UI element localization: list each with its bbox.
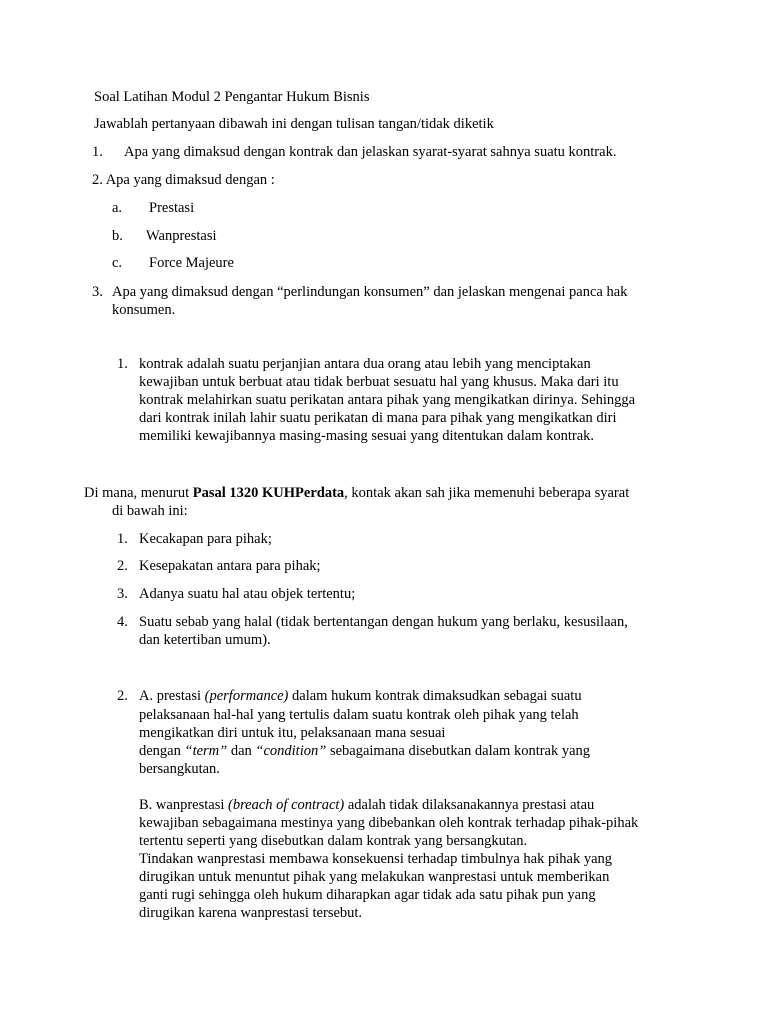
- answer-2b-post: adalah tidak dilaksanakannya prestasi atau: [344, 797, 595, 813]
- answer-2a-pre: A. prestasi: [139, 688, 205, 704]
- answer-1-line: kontrak adalah suatu perjanjian antara dua orang atau lebih yang menciptakan: [139, 356, 591, 372]
- answer-2a-line4-mid: dan: [227, 743, 256, 759]
- question-2-item-marker: a.: [112, 200, 123, 216]
- answer-2b-line: dirugikan karena wanprestasi tersebut.: [139, 905, 363, 921]
- question-1-number: 1.: [92, 144, 103, 160]
- answer-1-line: kewajiban untuk berbuat atau tidak berbuat sesuatu hal yang khusus. Maka dari itu: [139, 374, 619, 390]
- question-2-text: 2. Apa yang dimaksud dengan :: [92, 172, 275, 188]
- syarat-number: 2.: [117, 558, 128, 574]
- answer-2b-line: dirugikan untuk menuntut pihak yang melakukan wanprestasi untuk memberikan: [139, 869, 610, 885]
- syarat-text: Kecakapan para pihak;: [139, 531, 272, 547]
- syarat-text: Adanya suatu hal atau objek tertentu;: [139, 586, 356, 602]
- syarat-text-continued: dan ketertiban umum).: [139, 632, 271, 648]
- answer-2b-line: Tindakan wanprestasi membawa konsekuensi terhadap timbulnya hak pihak yang: [139, 851, 613, 867]
- question-2-item-marker: b.: [112, 228, 123, 244]
- question-3-number: 3.: [92, 284, 103, 300]
- question-3-text: Apa yang dimaksud dengan “perlindungan konsumen” dan jelaskan mengenai panca hak: [112, 284, 628, 300]
- answer-2a-line: [139, 742, 590, 760]
- question-2-item-text: Force Majeure: [149, 255, 234, 271]
- question-2-item-marker: c.: [112, 255, 123, 271]
- question-2-item-text: Prestasi: [149, 200, 195, 216]
- pasal-intro: [84, 484, 629, 502]
- answer-2a-line: mengikatkan diri untuk itu, pelaksanaan mana sesuai: [139, 725, 446, 741]
- pasal-intro-post: , kontak akan sah jika memenuhi beberapa syarat: [344, 485, 630, 501]
- syarat-number: 1.: [117, 531, 128, 547]
- syarat-text: Suatu sebab yang halal (tidak bertentangan dengan hukum yang berlaku, kesusilaan,: [139, 614, 628, 630]
- answer-2a-post: dalam hukum kontrak dimaksudkan sebagai suatu: [288, 688, 582, 704]
- answer-2a-line: [139, 687, 582, 705]
- answer-2a-line: pelaksanaan hal-hal yang tertulis dalam suatu kontrak oleh pihak yang telah: [139, 707, 579, 723]
- answer-2b-term: (breach of contract): [228, 797, 345, 813]
- pasal-intro-line2: di bawah ini:: [112, 503, 188, 519]
- answer-2b-pre: B. wanprestasi: [139, 797, 228, 813]
- syarat-number: 4.: [117, 614, 128, 630]
- answer-2a-term-word: “term”: [184, 743, 228, 759]
- answer-1-line: kontrak melahirkan suatu perikatan antara pihak yang mengikatkan dirinya. Sehingga: [139, 392, 636, 408]
- question-2-item-text: Wanprestasi: [146, 228, 217, 244]
- answer-2a-line: bersangkutan.: [139, 761, 220, 777]
- question-1-text: Apa yang dimaksud dengan kontrak dan jelaskan syarat-syarat sahnya suatu kontrak.: [124, 144, 617, 160]
- answer-2b-line: kewajiban sebagaimana mestinya yang dibebankan oleh kontrak terhadap pihak-pihak: [139, 815, 639, 831]
- answer-1-line: dari kontrak inilah lahir suatu perikatan di mana para pihak yang mengikatkan diri: [139, 410, 617, 426]
- answer-2b-line: [139, 796, 594, 814]
- syarat-text: Kesepakatan antara para pihak;: [139, 558, 321, 574]
- answer-1-line: memiliki kewajibannya masing-masing sesuai yang ditentukan dalam kontrak.: [139, 428, 595, 444]
- pasal-reference: Pasal 1320 KUHPerdata: [192, 485, 345, 501]
- pasal-intro-pre: Di mana, menurut: [84, 485, 193, 501]
- answer-2-number: 2.: [117, 688, 128, 704]
- instruction-text: Jawablah pertanyaan dibawah ini dengan tulisan tangan/tidak diketik: [94, 116, 494, 132]
- answer-2b-line: tertentu seperti yang disebutkan dalam kontrak yang bersangkutan.: [139, 833, 528, 849]
- answer-1-number: 1.: [117, 356, 128, 372]
- answer-2a-line4-post: sebagaimana disebutkan dalam kontrak yang: [326, 743, 591, 759]
- answer-2a-line4-pre: dengan: [139, 743, 185, 759]
- syarat-number: 3.: [117, 586, 128, 602]
- document-title: Soal Latihan Modul 2 Pengantar Hukum Bisnis: [94, 89, 370, 105]
- answer-2b-line: ganti rugi sehingga oleh hukum diharapkan agar tidak ada satu pihak pun yang: [139, 887, 596, 903]
- answer-2a-condition-word: “condition”: [255, 743, 327, 759]
- answer-2a-term: (performance): [204, 688, 289, 704]
- question-3-text: konsumen.: [112, 302, 176, 318]
